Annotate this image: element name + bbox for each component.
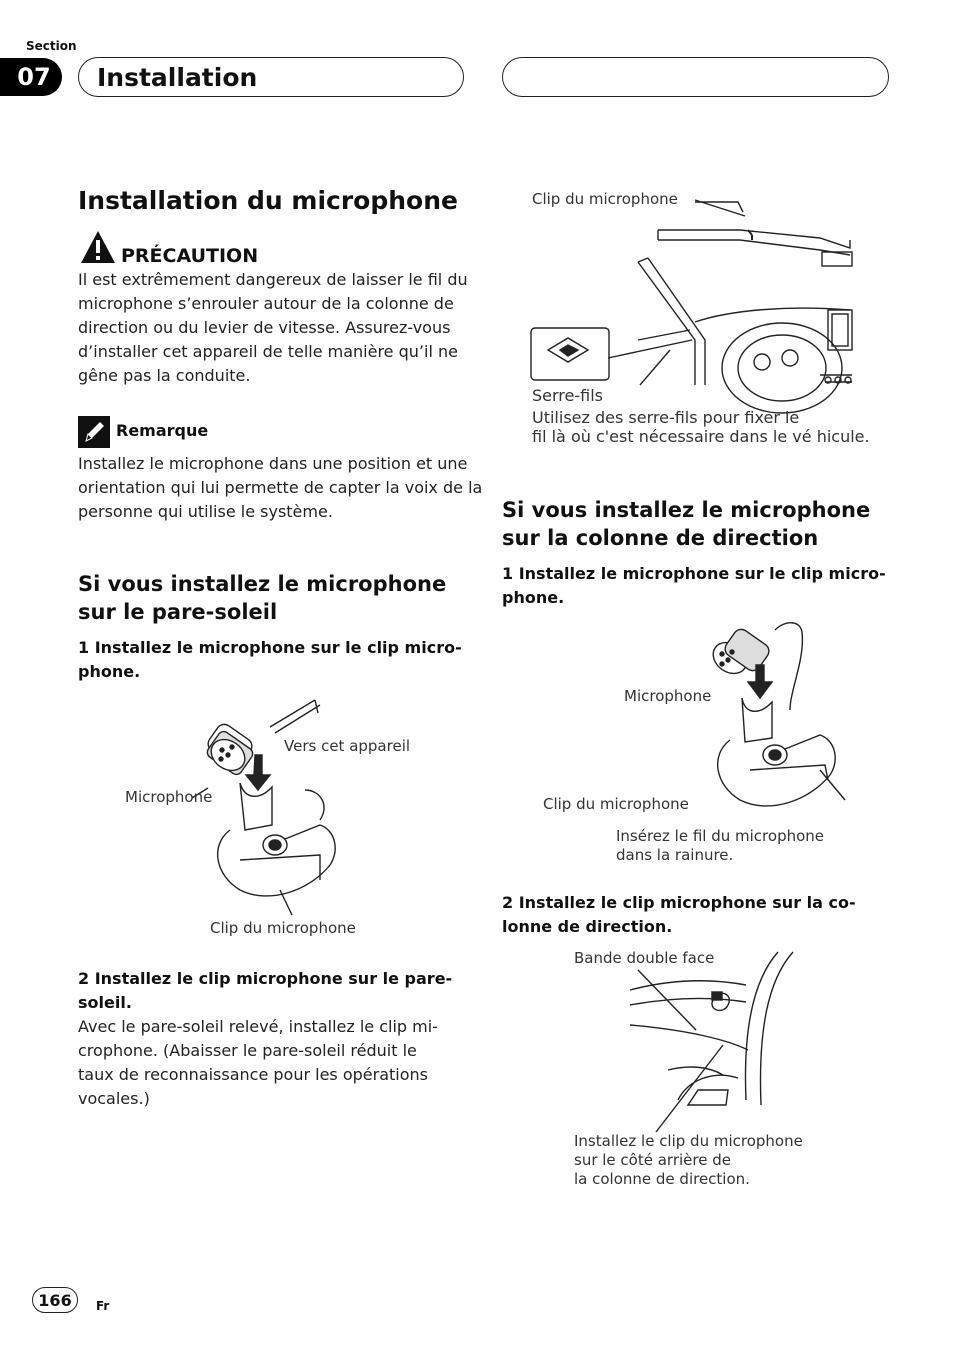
sun-visor-step2: 2 Installez le clip microphone sur le pare- soleil. xyxy=(78,969,453,1012)
header-empty-box xyxy=(502,57,889,97)
pencil-icon xyxy=(78,416,110,448)
page-number: 166 xyxy=(32,1287,78,1313)
language-code: Fr xyxy=(96,1299,110,1313)
note-text: Installez le microphone dans une position et une orientation qui lui permette de capter la voix de la personne qui utilise le système. xyxy=(78,454,483,521)
fig-label-tape: Bande double face xyxy=(574,949,715,967)
fig-label-clamp: Serre-fils xyxy=(532,386,603,405)
page-title: Installation du microphone xyxy=(78,186,458,215)
note-label: Remarque xyxy=(116,421,209,440)
steering-column-install-illustration xyxy=(628,950,848,1135)
steering-column-clip-illustration xyxy=(690,620,850,820)
steering-column-heading: Si vous installez le microphone sur la colonne de direction xyxy=(502,498,871,550)
sun-visor-step1: 1 Installez le microphone sur le clip micro- phone. xyxy=(78,638,462,681)
warning-icon xyxy=(80,229,116,265)
steering-column-step2: 2 Installez le clip microphone sur la co- lonne de direction. xyxy=(502,893,856,936)
fig-label-steer-clip: Clip du microphone xyxy=(543,795,689,813)
caution-label: PRÉCAUTION xyxy=(121,245,259,267)
section-title: Installation xyxy=(78,57,464,97)
sun-visor-step2-body: Avec le pare-soleil relevé, installez le clip mi- crophone. (Abaisser le pare-soleil réduit le taux de reconnaissance pour les opérations vocales.) xyxy=(78,1017,438,1108)
fig-label-microphone: Microphone xyxy=(125,788,213,806)
section-label: Section xyxy=(26,39,77,53)
fig-label-clamp-desc: Utilisez des serre-fils pour fixer le fil là où c'est nécessaire dans le vé hicule. xyxy=(532,408,870,446)
fig-label-groove: Insérez le fil du microphone dans la rainure. xyxy=(616,827,825,864)
steering-column-step1: 1 Installez le microphone sur le clip micro- phone. xyxy=(502,564,886,607)
fig-label-install: Installez le clip du microphone sur le côté arrière de la colonne de direction. xyxy=(574,1132,803,1188)
caution-text: Il est extrêmement dangereux de laisser le fil du microphone s’enrouler autour de la colonne de direction ou du levier de vitesse. Assurez-vous d’installer cet appareil de telle manière qu’il ne gêne pas la conduite. xyxy=(78,270,468,385)
section-number: 07 xyxy=(0,58,62,96)
sun-visor-clip-illustration xyxy=(120,695,420,945)
fig-label-cable: Vers cet appareil xyxy=(284,737,411,755)
fig-label-clip: Clip du microphone xyxy=(210,919,356,937)
fig-label-car-clip: Clip du microphone xyxy=(532,190,678,208)
car-interior-illustration xyxy=(530,200,860,385)
sun-visor-heading: Si vous installez le microphone sur le pare-soleil xyxy=(78,572,447,624)
fig-label-steer-microphone: Microphone xyxy=(624,687,712,705)
